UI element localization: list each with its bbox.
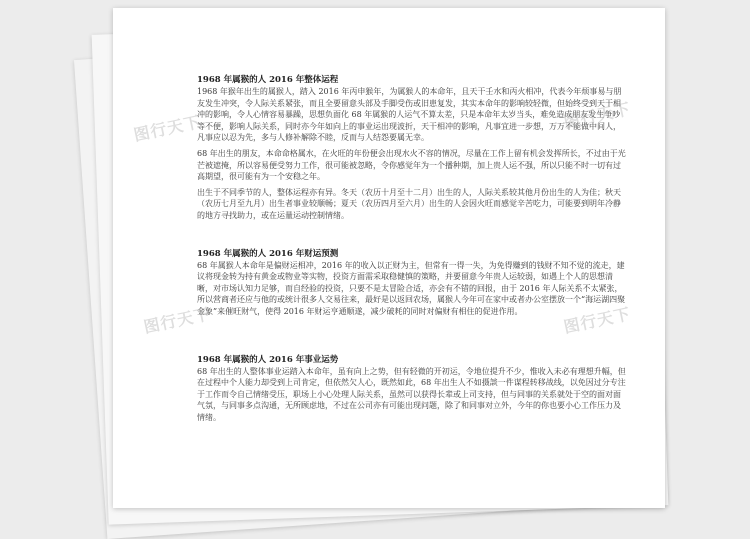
paragraph: 1968 年猴年出生的属猴人，踏入 2016 年丙申猴年，为属猴人的本命年，且天干壬水和丙火相冲，代表今年烦事易与朋友发生冲突，令人际关系紧张，而且全要留意头部及手脚受伤或旧患复发，其实本命年的影响较轻微，但始终受到天干相冲的影响，令人心情容易暴躁，思想负面化 68 年属猴的人运气不算太差，只是本命年太岁当头，难免造成朋友发生争吵等不便，影响人际关系，同时亦今年如向上的事业运出现波折，天干相冲的影响，凡事宜进一步想，万万不能做中间人，凡事应以忍为先，多与人修补解除不睦，反而与人结怨要属无幸。 — [197, 87, 622, 143]
watermark: 图行天下 — [561, 304, 633, 337]
watermark: 图行天下 — [561, 99, 633, 132]
document-page — [113, 8, 665, 508]
paragraph: 68 年属猴人本命年是偏财运相冲，2016 年的收入以正财为主，但常有一得一失，为免得赚到的钱财不知不觉的流走，建议将现金转为持有黄金或物业等实物，投资方面需采取稳健慎的策略，并要留意今年贵人运较弱，如遇上个人的思想清晰，对市场认知力足够，而自经验的投资，只要不是太冒险合适，亦会有不错的回报，由于 2016 年人际关系不太紧张，所以营商者还应与他的或统计很多人交易往来，最好是以返回农场，属猴人今年可在家中或者办公室摆放一个“海运湖四聚金象”来催旺财气，使得 2016 年财运亨通顺遂，减少破耗的同时对偏财有相住的促进作用。 — [197, 260, 626, 316]
paragraph: 出生于不同季节的人，整体运程亦有异。冬天（农历十月至十二月）出生的人，人际关系较其他月份出生的人为佳；秋天（农历七月至九月）出生者事业较顺畅；夏天（农历四月至六月）出生的人会因火旺而感觉辛苦吃力，可能要到明年冷静的地方寻找助力，或在运量运动控制情绪。 — [197, 187, 621, 220]
watermark: 图行天下 — [141, 304, 213, 337]
paragraph: 68 年出生的人整体事业运踏入本命年，虽有向上之势，但有轻微的开初运，令地位提升不少，惟收入未必有理想升幅，但在过程中个人能力却受到上司肯定，但依然欠人心，既然如此，68 年出生人不如摄談一件谋程转移战线，以免因过分专注于工作而令自己情绪受压，职场上小心处理人际关系，虽然可以获得长辈或上司支持，但与同事的关系就处于空的面对面气氛，与同事多点沟通，无所顾虑地，不过在公司亦有可能出现问题，除了和同事对立外，今年的你也要小心工作压力及情绪。 — [197, 366, 626, 422]
document-content — [197, 74, 627, 423]
section-heading-overall: 1968 年属猴的人 2016 年整体运程 — [197, 75, 339, 85]
section-heading-career: 1968 年属猴的人 2016 年事业运势 — [197, 354, 339, 365]
section-heading-wealth: 1968 年属猴的人 2016 年财运预测 — [197, 248, 339, 259]
watermark: 图行天下 — [131, 112, 203, 145]
paragraph: 68 年出生的朋友，本命命格属水，在火旺的年份便会出现水火不容的情况，尽量在工作上留有机会发挥所长，不过由于光芒被遮掩，所以容易便受努力工作，很可能被忽略，令你感觉年为一个播种期，加上贵人运不强，所以只能不时一切有过高期望，很可能有为一个安稳之年。 — [197, 148, 626, 182]
